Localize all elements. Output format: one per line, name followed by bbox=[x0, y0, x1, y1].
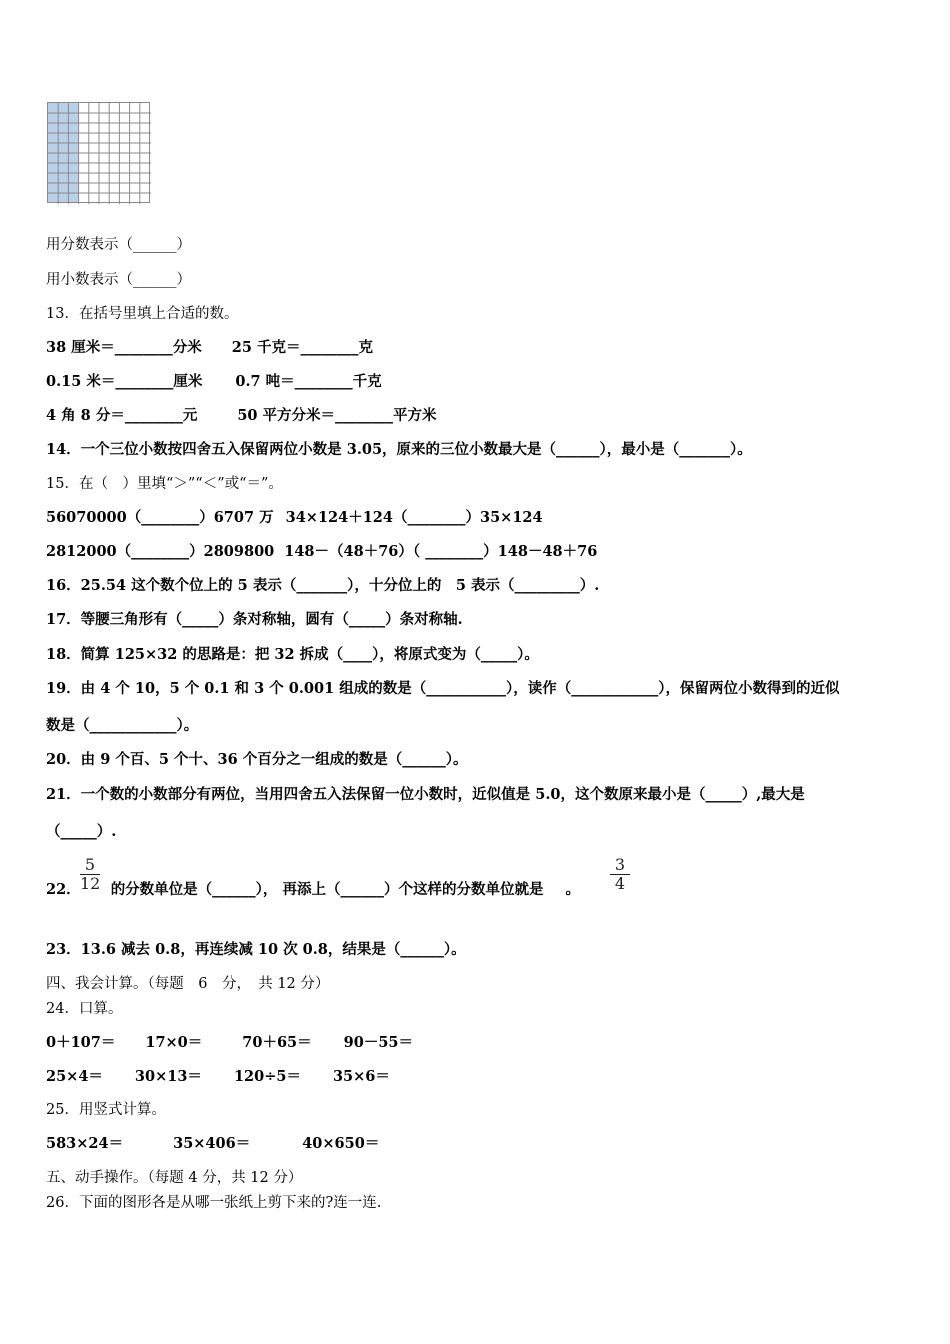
question-18 bbox=[46, 645, 539, 665]
decimal-answer-line bbox=[46, 270, 191, 290]
text: 21．一个数的小数部分有两位，当用四舍五入法保留一位小数时，近似值是 5.0，这个数原来最小是（_____）,最大是 bbox=[46, 786, 805, 803]
q13-row-2 bbox=[46, 372, 382, 392]
fraction-5-12 bbox=[80, 856, 100, 893]
q13-item: 4 角 8 分＝________元 bbox=[46, 407, 198, 424]
text: 17．等腰三角形有（_____）条对称轴，圆有（_____）条对称轴. bbox=[46, 611, 463, 628]
text: 24．口算。 bbox=[46, 1001, 123, 1017]
section-5-heading bbox=[46, 1168, 302, 1188]
question-15 bbox=[46, 474, 283, 494]
hundred-grid-figure bbox=[47, 102, 150, 203]
question-26 bbox=[46, 1193, 381, 1213]
calc-item: 583×24＝ bbox=[46, 1135, 124, 1152]
text: 四、我会计算。（每题 6 分， 共 12 分） bbox=[46, 976, 330, 992]
text: 20．由 9 个百、5 个十、36 个百分之一组成的数是（______）。 bbox=[46, 751, 468, 768]
calc-item: 35×406＝ bbox=[173, 1135, 251, 1152]
q15-row-2 bbox=[46, 542, 597, 562]
section-4-heading bbox=[46, 974, 329, 994]
text: 26．下面的图形各是从哪一张纸上剪下来的?连一连. bbox=[46, 1195, 382, 1211]
calc-item: 40×650＝ bbox=[302, 1135, 380, 1152]
question-21 bbox=[46, 785, 805, 805]
question-21-cont bbox=[46, 822, 116, 842]
q22-number: 22． bbox=[46, 881, 81, 898]
fraction-numerator: 5 bbox=[80, 856, 100, 875]
fraction-denominator: 4 bbox=[614, 874, 626, 893]
calc-item: 70＋65＝ bbox=[242, 1034, 312, 1051]
q13-item: 50 平方分米＝________平方米 bbox=[237, 407, 437, 424]
text: 15．在（ ）里填“＞”“＜”或“＝”。 bbox=[46, 476, 283, 492]
q15-item: 56070000（________）6707 万 bbox=[46, 509, 274, 526]
question-14 bbox=[46, 440, 752, 460]
question-22 bbox=[46, 880, 580, 900]
text: 23．13.6 减去 0.8，再连续减 10 次 0.8，结果是（______）。 bbox=[46, 941, 466, 958]
grid-lines bbox=[48, 103, 151, 204]
fraction-denominator: 12 bbox=[80, 874, 101, 893]
q24-row-1 bbox=[46, 1033, 413, 1053]
q15-item: 148－（48＋76）（ ________）148－48＋76 bbox=[284, 543, 598, 560]
q13-item: 0.15 米＝________厘米 bbox=[46, 373, 203, 390]
q22-text: 的分数单位是（______）， 再添上（______）个这样的分数单位就是 bbox=[110, 881, 544, 898]
question-13 bbox=[46, 304, 238, 324]
text: 用小数表示（______） bbox=[46, 272, 191, 288]
q24-row-2 bbox=[46, 1067, 390, 1087]
text: 数是（____________）。 bbox=[46, 717, 199, 734]
question-19-cont bbox=[46, 716, 198, 736]
calc-item: 30×13＝ bbox=[134, 1068, 202, 1085]
q15-item: 2812000（________）2809800 bbox=[46, 543, 275, 560]
q13-item: 25 千克＝________克 bbox=[231, 339, 373, 356]
question-25 bbox=[46, 1100, 166, 1120]
question-19 bbox=[46, 679, 839, 699]
q13-row-3 bbox=[46, 406, 437, 426]
text: 用分数表示（______） bbox=[46, 237, 191, 253]
calc-item: 90－55＝ bbox=[343, 1034, 413, 1051]
text: 13．在括号里填上合适的数。 bbox=[46, 306, 239, 322]
text: 19．由 4 个 10，5 个 0.1 和 3 个 0.001 组成的数是（___________），读作（____________），保留两位小数得到的近似 bbox=[46, 680, 840, 697]
text: 14．一个三位小数按四舍五入保留两位小数是 3.05，原来的三位小数最大是（______），最小是（_______）。 bbox=[46, 441, 752, 458]
q13-item: 0.7 吨＝________千克 bbox=[235, 373, 382, 390]
calc-item: 0＋107＝ bbox=[46, 1034, 116, 1051]
q13-row-1 bbox=[46, 338, 373, 358]
question-20 bbox=[46, 750, 467, 770]
q15-row-1 bbox=[46, 508, 543, 528]
q13-item: 38 厘米＝________分米 bbox=[46, 339, 202, 356]
question-17 bbox=[46, 610, 463, 630]
calc-item: 120÷5＝ bbox=[233, 1068, 301, 1085]
calc-item: 25×4＝ bbox=[46, 1068, 103, 1085]
text: 五、动手操作。（每题 4 分，共 12 分） bbox=[46, 1170, 303, 1186]
fraction-answer-line bbox=[46, 235, 191, 255]
calc-item: 35×6＝ bbox=[332, 1068, 390, 1085]
text: 25．用竖式计算。 bbox=[46, 1102, 166, 1118]
text: （_____）. bbox=[46, 823, 117, 840]
question-24 bbox=[46, 999, 122, 1019]
q15-item: 34×124＋124（________）35×124 bbox=[285, 509, 543, 526]
text: 18．简算 125×32 的思路是：把 32 拆成（____），将原式变为（_____）。 bbox=[46, 646, 539, 663]
calc-item: 17×0＝ bbox=[145, 1034, 203, 1051]
text: 16．25.54 这个数个位上的 5 表示（_______），十分位上的 5 表示（_________）. bbox=[46, 577, 600, 594]
q22-end: 。 bbox=[565, 881, 580, 898]
fraction-numerator: 3 bbox=[610, 856, 630, 875]
fraction-3-4 bbox=[610, 856, 630, 893]
q25-row bbox=[46, 1134, 379, 1154]
question-23 bbox=[46, 940, 466, 960]
question-16 bbox=[46, 576, 599, 596]
